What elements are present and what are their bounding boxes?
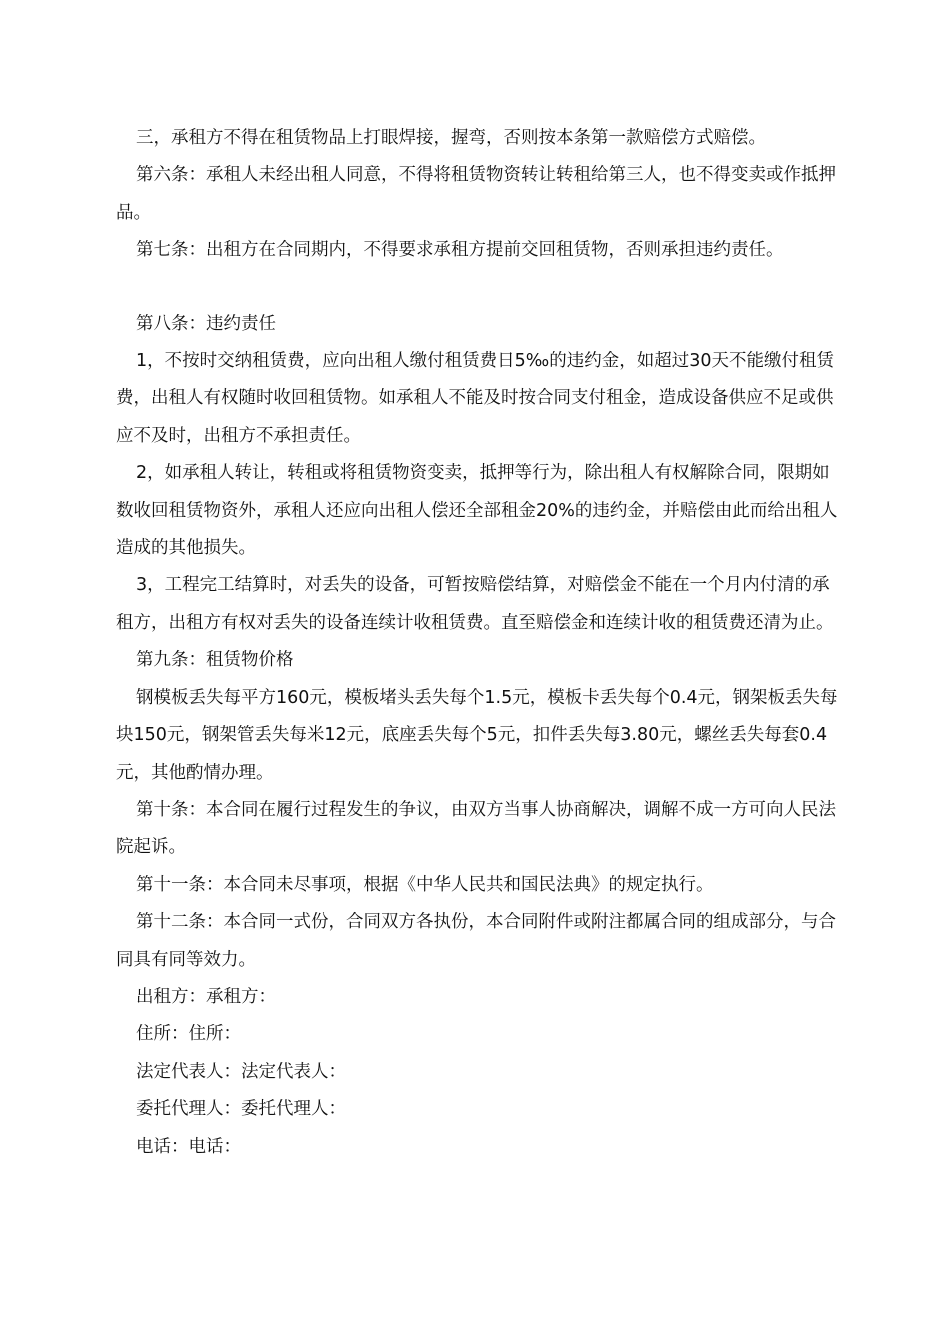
paragraph-gap xyxy=(116,270,840,306)
signature-address: 住所：住所： xyxy=(136,1024,241,1045)
clause-9-heading: 第九条：租赁物价格 xyxy=(136,650,294,671)
signature-phone: 电话：电话： xyxy=(136,1136,241,1157)
signature-parties: 出租方：承租方： xyxy=(136,986,276,1007)
clause-11: 第十一条：本合同未尽事项，根据《中华人民共和国民法典》的规定执行。 xyxy=(136,874,714,895)
clause-8-item-1: 1，不按时交纳租赁费，应向出租人缴付租赁费日5‰的违约金，如超过30天不能缴付租赁费，出租人有权随时收回租赁物。如承租人不能及时按合同支付租金，造成设备供应不足或供应不及时，出租方不承担责任。 xyxy=(116,351,835,446)
contract-page xyxy=(116,120,840,1166)
clause-10: 第十条：本合同在履行过程发生的争议，由双方当事人协商解决，调解不成一方可向人民法院起诉。 xyxy=(116,799,836,858)
clause-12: 第十二条：本合同一式份，合同双方各执份，本合同附件或附注都属合同的组成部分，与合同具有同等效力。 xyxy=(116,912,836,970)
clause-8-item-2: 2，如承租人转让，转租或将租赁物资变卖，抵押等行为，除出租人有权解除合同，限期如数收回租赁物资外，承租人还应向出租人偿还全部租金20%的违约金，并赔偿由此而给出租人造成的其他损失。 xyxy=(116,463,838,559)
clause-7: 第七条：出租方在合同期内，不得要求承租方提前交回租赁物，否则承担违约责任。 xyxy=(136,240,784,261)
clause-6-item-3: 三，承租方不得在租赁物品上打眼焊接，握弯，否则按本条第一款赔偿方式赔偿。 xyxy=(136,128,766,148)
signature-legal-rep: 法定代表人：法定代表人： xyxy=(136,1061,346,1082)
clause-8-item-3: 3，工程完工结算时，对丢失的设备，可暂按赔偿结算，对赔偿金不能在一个月内付清的承租方，出租方有权对丢失的设备连续计收租赁费。直至赔偿金和连续计收的租赁费还清为止。 xyxy=(116,575,834,633)
clause-9-prices: 钢模板丢失每平方160元，模板堵头丢失每个1.5元，模板卡丢失每个0.4元，钢架板丢失每块150元，钢架管丢失每米12元，底座丢失每个5元，扣件丢失每3.80元，螺丝丢失每套0.4元，其他酌情办理。 xyxy=(116,687,838,783)
clause-8-heading: 第八条：违约责任 xyxy=(136,313,276,334)
clause-6: 第六条：承租人未经出租人同意，不得将租赁物资转让转租给第三人，也不得变卖或作抵押品。 xyxy=(116,165,836,223)
signature-agent: 委托代理人：委托代理人： xyxy=(136,1099,346,1120)
